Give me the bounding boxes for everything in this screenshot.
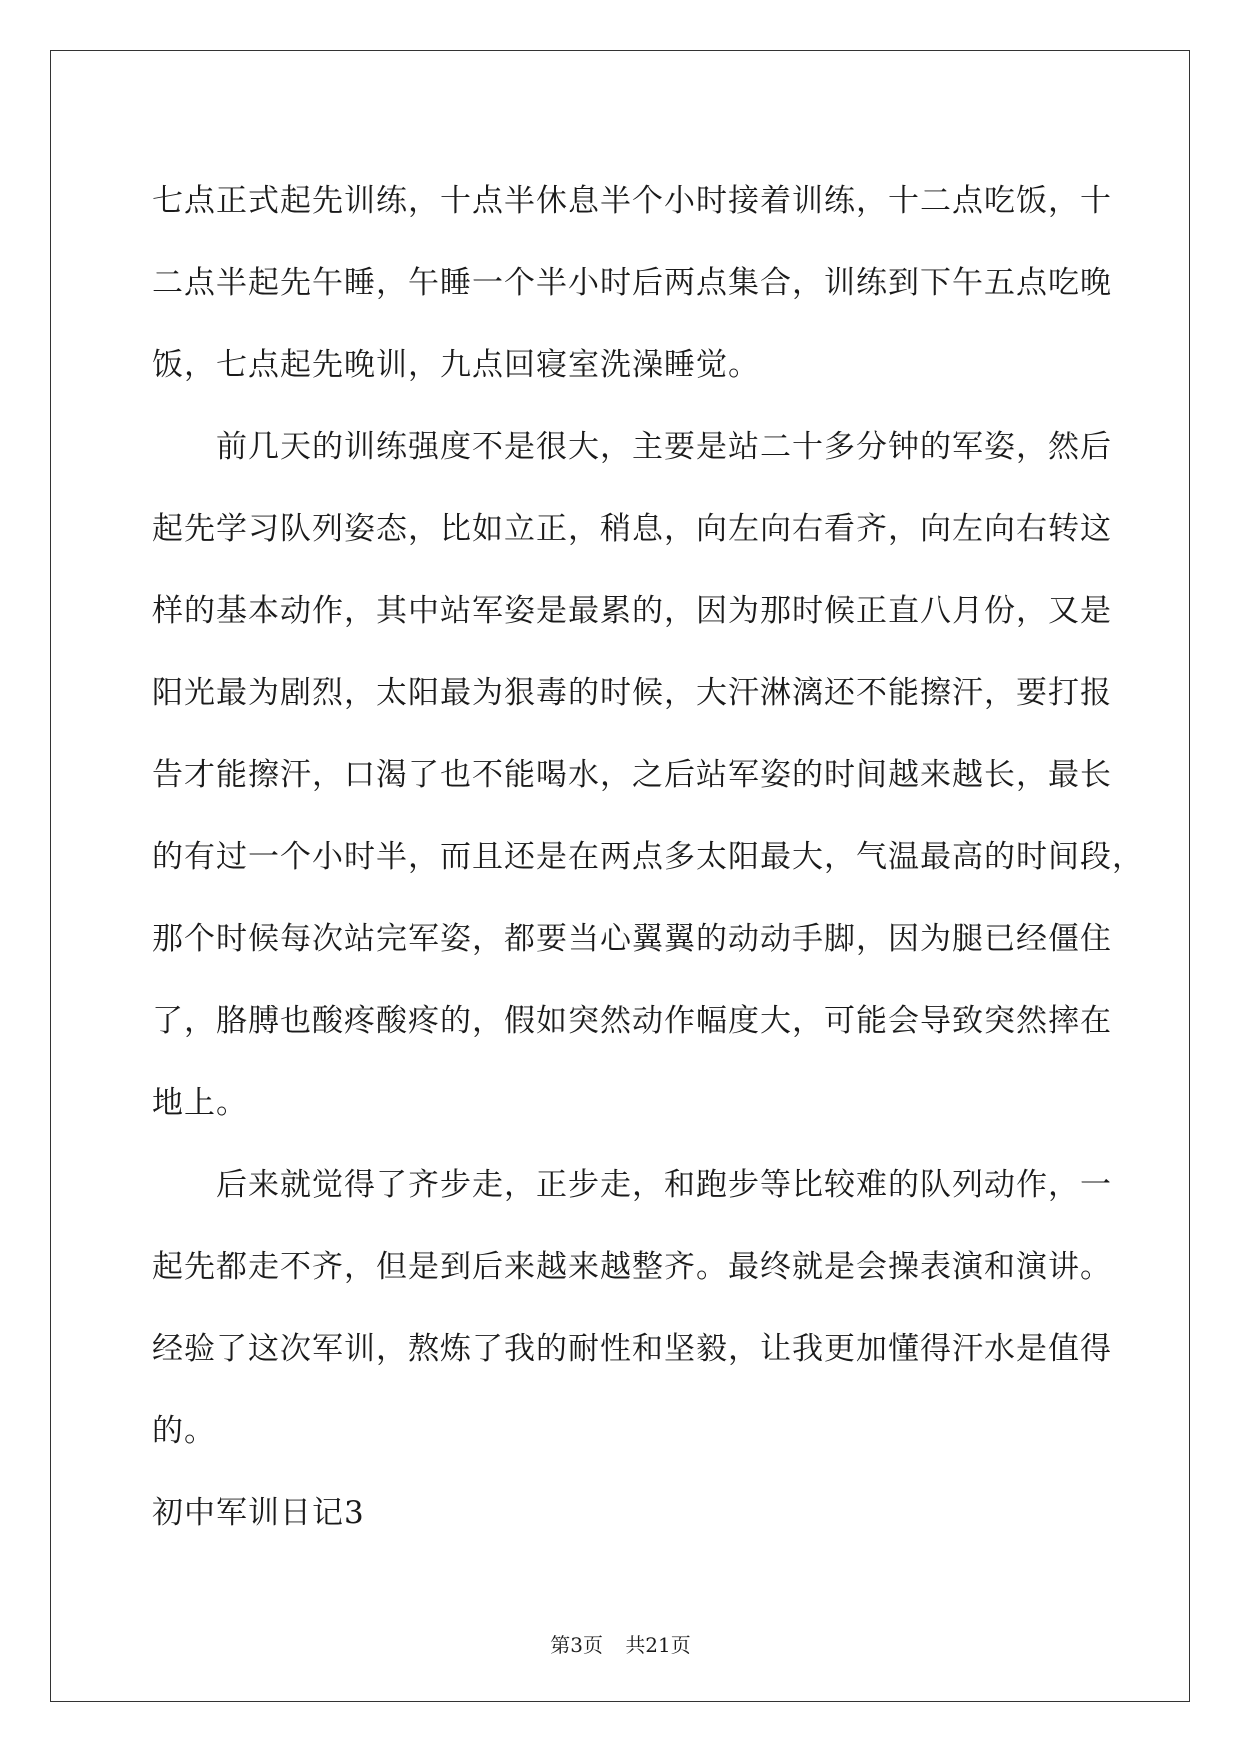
text-line: 后来就觉得了齐步走，正步走，和跑步等比较难的队列动作，一 xyxy=(216,1167,1112,1203)
text-line: 七点正式起先训练，十点半休息半个小时接着训练，十二点吃饭，十 xyxy=(152,183,1112,219)
text-line: 告才能擦汗，口渴了也不能喝水，之后站军姿的时间越来越长，最长 xyxy=(152,757,1112,793)
text-line: 了，胳膊也酸疼酸疼的，假如突然动作幅度大，可能会导致突然摔在 xyxy=(152,1003,1112,1039)
text-line: 饭，七点起先晚训，九点回寝室洗澡睡觉。 xyxy=(152,347,760,383)
page-total: 共21页 xyxy=(625,1633,691,1657)
section-heading: 初中军训日记3 xyxy=(152,1495,365,1531)
text-line: 起先都走不齐，但是到后来越来越整齐。最终就是会操表演和演讲。 xyxy=(152,1249,1112,1285)
text-line: 的。 xyxy=(152,1413,216,1449)
text-line: 那个时候每次站完军姿，都要当心翼翼的动动手脚，因为腿已经僵住 xyxy=(152,921,1112,957)
page-footer xyxy=(0,1633,1241,1657)
text-line: 经验了这次军训，熬炼了我的耐性和坚毅，让我更加懂得汗水是值得 xyxy=(152,1331,1112,1367)
text-line: 二点半起先午睡，午睡一个半小时后两点集合，训练到下午五点吃晚 xyxy=(152,265,1112,301)
page-number: 第3页 xyxy=(550,1633,603,1657)
text-line: 前几天的训练强度不是很大，主要是站二十多分钟的军姿，然后 xyxy=(216,429,1112,465)
text-line: 阳光最为剧烈，太阳最为狠毒的时候，大汗淋漓还不能擦汗，要打报 xyxy=(152,675,1112,711)
text-line: 的有过一个小时半，而且还是在两点多太阳最大，气温最高的时间段， xyxy=(152,839,1144,875)
document-body xyxy=(152,160,1144,1554)
text-line: 地上。 xyxy=(152,1085,248,1121)
text-line: 起先学习队列姿态，比如立正，稍息，向左向右看齐，向左向右转这 xyxy=(152,511,1112,547)
text-line: 样的基本动作，其中站军姿是最累的，因为那时候正直八月份，又是 xyxy=(152,593,1112,629)
